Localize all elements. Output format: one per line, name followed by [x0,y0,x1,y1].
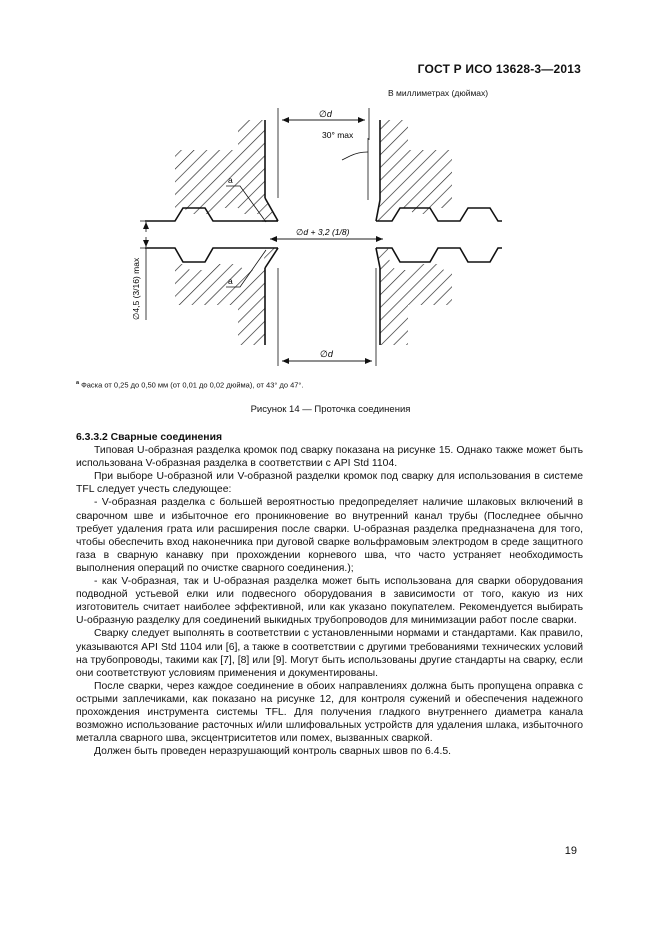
label-angle: 30° max [322,130,354,140]
callout-a-top: a [228,175,233,185]
callout-a-bottom: a [228,276,233,286]
paragraph: После сварки, через каждое соединение в обоих направлениях должна быть пропущена оправка с острыми заплечиками, как показано на рисунке 12, для контроля сужений и обеспечения надежного прохождения инструмента системы TFL. Для получения гладкого внутреннего диаметра канала возможно использование расточных и/или шлифовальных устройств для удаления шлака, избыточного металла сварного шва, эксцентриситетов или помех, вызванных сваркой. [76,680,583,745]
dim-thickness [140,221,175,320]
paragraph: Сварку следует выполнять в соответствии с установленными нормами и стандартами. Как правило, указываются API Std 1104 или [6], а также в соответствии с другими требованиями технических условий на трубопроводы, такими как [7], [8] или [9]. Могут быть использованы другие стандарты на сварку, если они соответствуют условиям применения и документированы. [76,628,583,679]
figure-caption: Рисунок 14 — Проточка соединения [250,404,411,415]
section-body [76,431,583,758]
paragraph: Типовая U-образная разделка кромок под сварку показана на рисунке 15. Однако также может быть использована V-образная разделка в соответствии с API Std 1104. [76,445,583,470]
paragraph: Должен быть проведен неразрушающий контроль сварных швов по 6.4.5. [94,746,452,758]
document-standard-header: ГОСТ Р ИСО 13628-3—2013 [417,62,581,76]
list-item: - V-образная разделка с большей вероятностью предопределяет наличие шлаковых включений в сварочном шве и избыточное его проникновение во внутренний канал трубы (Последнее обычно требует удаления грата или расширения после сварки. U-образная разделка предназначена для того, чтобы обеспечить вход наконечника при дуговой сварке вольфрамовым электродом в среде защитного газа в сварную канавку при прохождении корневого шва, что часто устраняет необходимость выполнения операций по очистке сварного соединения.); [76,497,583,574]
footnote-text: Фаска от 0,25 до 0,50 мм (от 0,01 до 0,02 дюйма), от 43° до 47°. [81,380,304,390]
units-note: В миллиметрах (дюймах) [388,88,489,98]
footnote-marker: a [76,380,80,386]
label-thickness: ∅4,5 (3/16) max [131,257,141,320]
dim-angle [342,138,368,200]
label-diam-mid: ∅d + 3,2 (1/8) [296,227,350,237]
figure-footnote [76,380,304,390]
joint-recess-drawing [0,98,661,378]
label-diam-bottom: ∅d [320,349,333,359]
section-heading: 6.3.3.2 Сварные соединения [76,432,223,443]
page-number: 19 [564,845,577,857]
paragraph: При выборе U-образной или V-образной разделки кромок под сварку для использования в системе TFL следует учесть следующее: [76,471,583,496]
dim-diameter-top [278,108,369,198]
label-diam-top: ∅d [319,109,332,119]
list-item: - как V-образная, так и U-образная разделка может быть использована для сварки оборудования подводной устьевой елки или подвесного оборудования в зависимости от того, какую из них изготовитель считает наиболее эффективной, или как указано покупателем. Рекомендуется выбирать U-образную разделку для соединений выкидных трубопроводов для минимизации работ после сварки. [76,576,583,627]
